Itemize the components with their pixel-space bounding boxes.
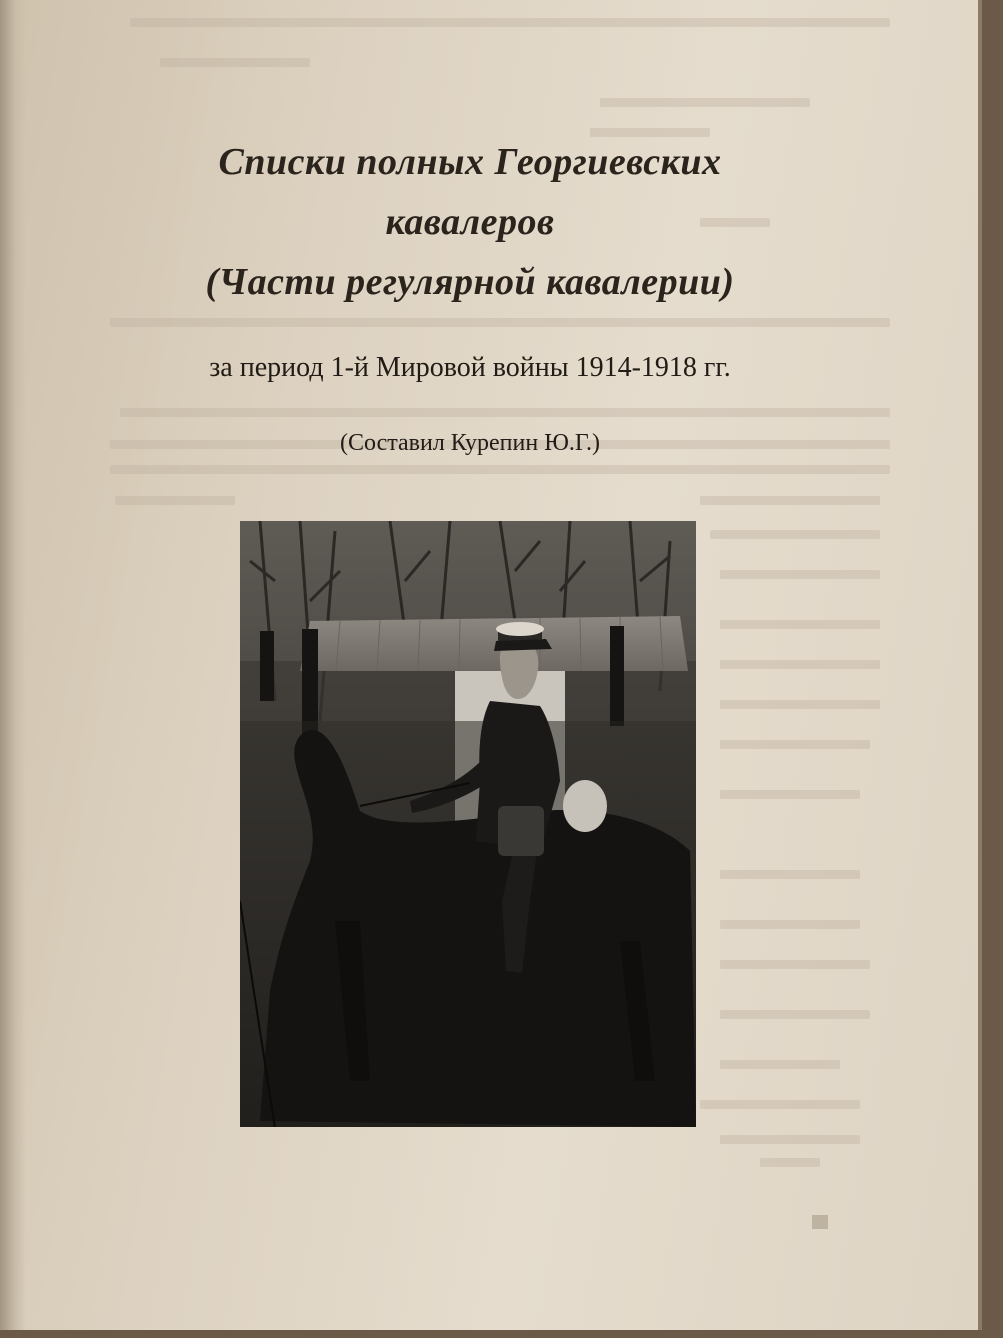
title-line-2: кавалеров (385, 201, 555, 243)
compiler-credit: (Составил Курепин Ю.Г.) (339, 430, 601, 456)
page-number-bleed (812, 1215, 828, 1229)
title-line-3: (Части регулярной кавалерии) (205, 261, 735, 303)
period-subtitle: за период 1-й Мировой войны 1914-1918 гг. (209, 352, 731, 383)
cavalry-officer-photo (240, 521, 696, 1127)
photo-illustration (240, 521, 696, 1127)
title-line-1: Списки полных Георгиевских (218, 141, 722, 183)
